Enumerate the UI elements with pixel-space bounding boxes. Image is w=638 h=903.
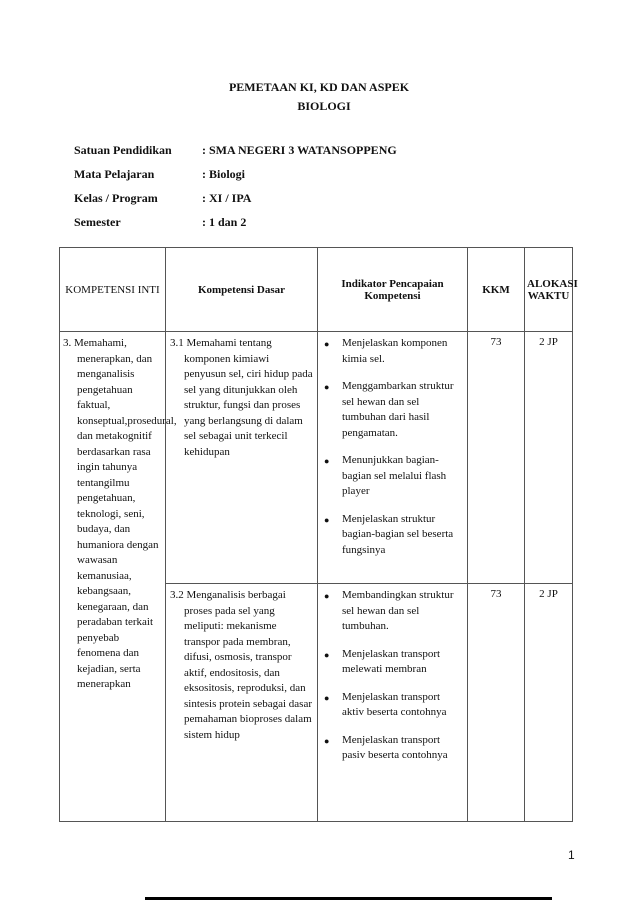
indikator-cell: [318, 332, 468, 584]
bullet-icon: ●: [324, 735, 330, 746]
indikator-cell: [318, 584, 468, 822]
meta-row-satuan: [74, 143, 397, 167]
bullet-icon: ●: [324, 382, 330, 392]
kkm-value: 73: [468, 332, 525, 584]
kd-text: 3.1 Memahami tentang komponen kimiawi penyusun sel, ciri hidup pada sel yang ditunjukkan oleh struktur, fungsi dan proses yang berlangsung di dalam sel sebagai unit terkecil kehidupan: [170, 337, 313, 458]
kd-text: 3.2 Menganalisis berbagai proses pada sel yang meliputi: mekanisme transpor pada membran, difusi, osmosis, transpor aktif, endositosis, dan eksositosis, reproduksi, dan sintesis protein sebagai dasar pemahaman bioproses dalam sistem hidup: [170, 589, 312, 741]
header-ki: KOMPETENSI INTI: [60, 248, 166, 332]
kd-cell: [166, 332, 318, 584]
indikator-text: Menjelaskan komponen kimia sel.: [342, 337, 448, 365]
footer-divider: [145, 897, 552, 900]
kkm-value: 73: [468, 584, 525, 822]
list-item: [324, 512, 464, 559]
kd-cell: [166, 584, 318, 822]
list-item: [324, 336, 464, 367]
bullet-icon: ●: [324, 591, 330, 601]
identity-block: [74, 143, 397, 239]
table-row: [60, 332, 573, 584]
indikator-text: Menjelaskan transport melewati membran: [342, 647, 441, 675]
ki-cell: [60, 332, 177, 822]
bullet-icon: ●: [324, 649, 330, 660]
meta-label: Kelas / Program: [74, 191, 158, 205]
list-item: [324, 588, 464, 635]
header-kd: Kompetensi Dasar: [166, 248, 318, 332]
indikator-text: Menjelaskan transport pasiv beserta contohnya: [342, 733, 448, 761]
meta-value: : Biologi: [202, 167, 246, 181]
bullet-icon: ●: [324, 339, 330, 349]
meta-value: : 1 dan 2: [202, 215, 247, 229]
indikator-text: Menunjukkan bagian-bagian sel melalui flash player: [342, 454, 447, 497]
ki-text: 3. Memahami, menerapkan, dan menganalisis pengetahuan faktual, konseptual,prosedural, dan metakognitif berdasarkan rasa ingin tahunya tentangilmu pengetahuan, teknologi, seni, budaya, dan humaniora dengan wawasan kemanusiaa, kebangsaan, kenegaraan, dan peradaban terkait penyebab fenomena dan kejadian, serta menerapkan: [63, 337, 177, 690]
header-alokasi: ALOKASI WAKTU: [525, 248, 573, 332]
meta-label: Semester: [74, 215, 121, 229]
list-item: [324, 453, 464, 500]
header-indikator: Indikator Pencapaian Kompetensi: [318, 248, 468, 332]
indikator-text: Menjelaskan struktur bagian-bagian sel beserta fungsinya: [342, 512, 454, 556]
list-item: [324, 733, 464, 764]
meta-value: : SMA NEGERI 3 WATANSOPPENG: [202, 143, 397, 157]
alokasi-value: 2 JP: [525, 332, 573, 584]
document-title: PEMETAAN KI, KD DAN ASPEK: [228, 80, 410, 94]
list-item: [324, 690, 464, 721]
bullet-icon: ●: [324, 456, 330, 466]
alokasi-value: 2 JP: [525, 584, 573, 822]
bullet-icon: ●: [324, 692, 330, 703]
document-subtitle: BIOLOGI: [297, 99, 351, 113]
indikator-text: Menjelaskan transport aktiv beserta contohnya: [342, 690, 447, 718]
meta-row-mapel: [74, 167, 397, 191]
meta-label: Satuan Pendidikan: [74, 143, 172, 157]
header-kkm: KKM: [468, 248, 525, 332]
page-number: 1: [568, 848, 575, 862]
list-item: [324, 647, 464, 678]
meta-label: Mata Pelajaran: [74, 167, 155, 181]
indikator-text: Membandingkan struktur sel hewan dan sel tumbuhan.: [342, 589, 454, 632]
bullet-icon: ●: [324, 514, 330, 525]
competency-table: [59, 247, 578, 822]
meta-value: : XI / IPA: [202, 191, 252, 205]
meta-row-kelas: [74, 191, 397, 215]
indikator-text: Menggambarkan struktur sel hewan dan sel tumbuhan dari hasil pengamatan.: [342, 380, 454, 439]
table-header-row: [60, 248, 573, 332]
meta-row-semester: [74, 215, 397, 239]
list-item: [324, 379, 464, 441]
